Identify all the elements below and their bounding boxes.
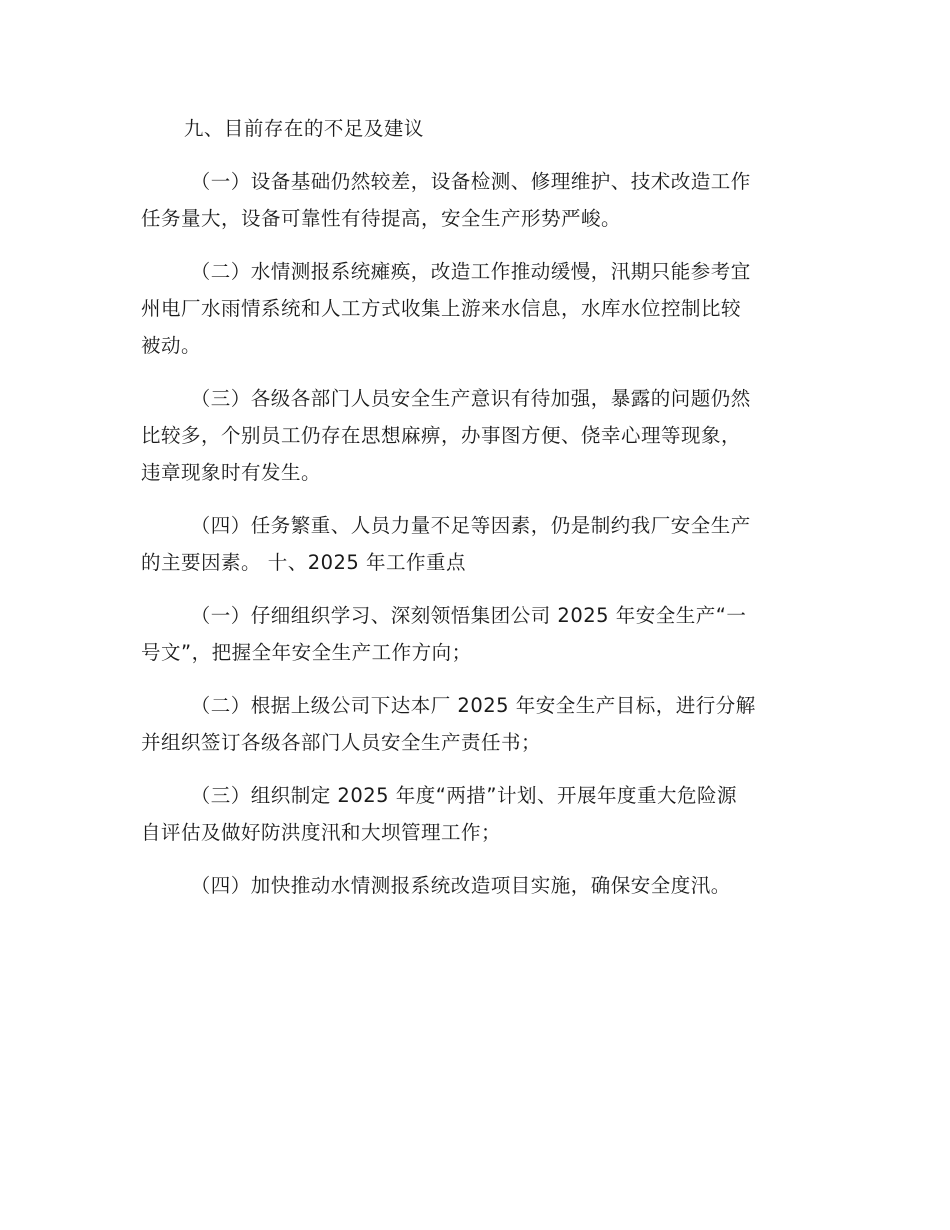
paragraph [141, 687, 809, 761]
text-line: （四）加快推动水情测报系统改造项目实施，确保安全度汛。 [190, 874, 731, 897]
paragraph [141, 163, 809, 237]
text-line: （三）组织制定 2025 年度“两措”计划、开展年度重大危险源 [190, 784, 737, 807]
paragraph [141, 777, 809, 851]
text-line: 违章现象时有发生。 [141, 461, 322, 484]
section-heading [141, 110, 809, 147]
text-line: 的主要因素。 十、2025 年工作重点 [141, 551, 467, 574]
paragraph [141, 507, 809, 581]
text-line: （二）水情测报系统瘫痪，改造工作推动缓慢，汛期只能参考宜 [190, 260, 751, 283]
document-body [141, 110, 809, 920]
text-line: （三）各级各部门人员安全生产意识有待加强，暴露的问题仍然 [190, 387, 751, 410]
paragraph [141, 597, 809, 671]
paragraph [141, 867, 809, 904]
paragraph [141, 380, 809, 491]
text-line: （一）设备基础仍然较差，设备检测、修理维护、技术改造工作 [190, 170, 751, 193]
text-line: 州电厂水雨情系统和人工方式收集上游来水信息，水库水位控制比较 [141, 297, 742, 320]
text-line: 自评估及做好防洪度汛和大坝管理工作； [141, 821, 502, 844]
text-line: 并组织签订各级各部门人员安全生产责任书； [141, 731, 542, 754]
text-line: 任务量大，设备可靠性有待提高，安全生产形势严峻。 [141, 207, 622, 230]
text-line: （一）仔细组织学习、深刻领悟集团公司 2025 年安全生产“一 [190, 604, 747, 627]
paragraph [141, 253, 809, 364]
text-line: 号文”，把握全年安全生产工作方向； [141, 641, 472, 664]
text-line: 九、目前存在的不足及建议 [183, 117, 424, 140]
text-line: 被动。 [141, 334, 202, 357]
text-line: （四）任务繁重、人员力量不足等因素，仍是制约我厂安全生产 [190, 514, 751, 537]
text-line: 比较多，个别员工仍存在思想麻痹，办事图方便、侥幸心理等现象， [141, 424, 742, 447]
text-line: （二）根据上级公司下达本厂 2025 年安全生产目标，进行分解 [190, 694, 756, 717]
